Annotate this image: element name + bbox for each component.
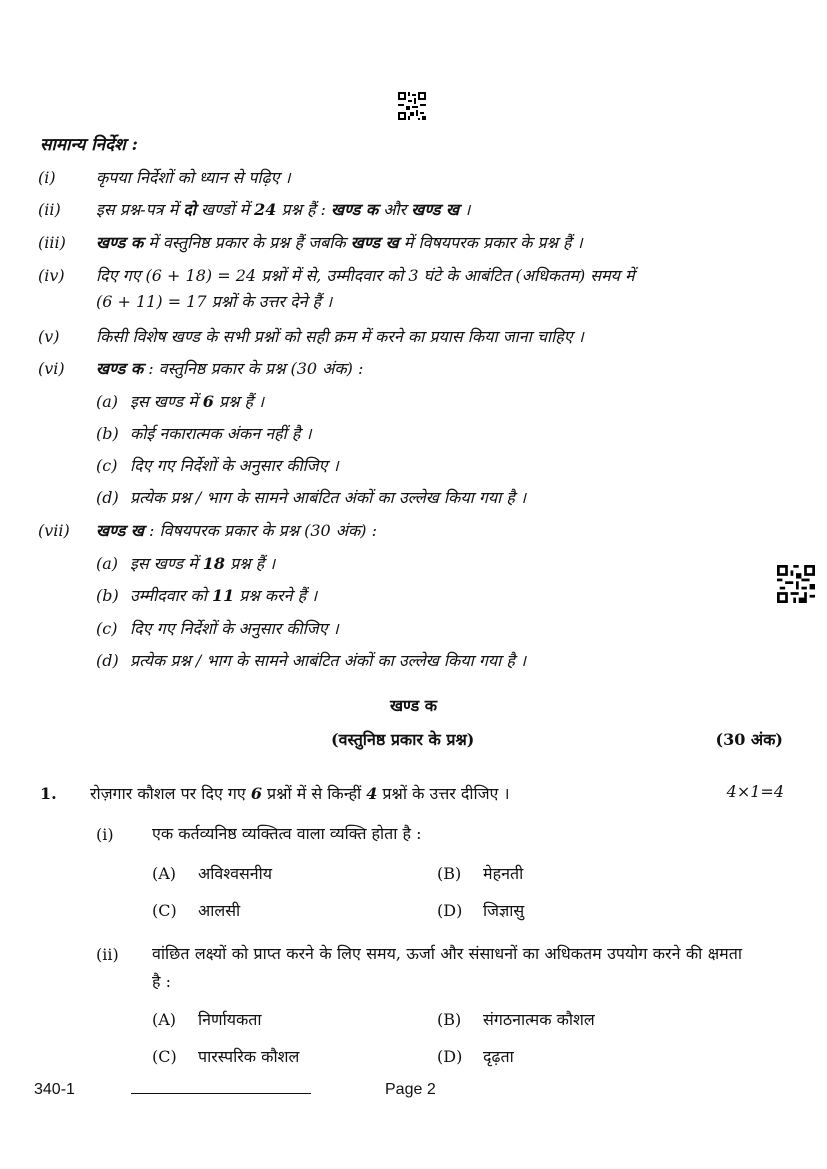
subitem-text [130, 392, 264, 411]
instruction-number: (ii) [38, 200, 61, 219]
instruction-number: (vii) [38, 521, 70, 540]
qr-code-top [398, 92, 426, 120]
option [152, 1045, 299, 1067]
instruction-item [38, 197, 470, 223]
text-run: में वस्तुनिष्ठ प्रकार के प्रश्न हैं जबकि [143, 233, 351, 252]
text-run: इस प्रश्न-पत्र में [96, 200, 184, 219]
instruction-text [96, 356, 363, 382]
text-run: में विषयपरक प्रकार के प्रश्न हैं । [398, 233, 583, 252]
text-run: खण्ड क [96, 359, 144, 378]
option-label: (D) [437, 901, 463, 920]
text-run: रोज़गार कौशल पर दिए गए [90, 784, 251, 803]
text-run: दिए गए निर्देशों के अनुसार कीजिए । [130, 456, 339, 475]
instruction-item [38, 356, 363, 382]
option [152, 862, 272, 884]
section-subtitle: (वस्तुनिष्ठ प्रकार के प्रश्न) [331, 730, 475, 749]
instruction-text [96, 263, 635, 289]
option-label: (A) [152, 1010, 177, 1029]
text-run: दो [183, 200, 196, 219]
option-label: (B) [437, 864, 462, 883]
text-run: 4 [366, 784, 378, 803]
option [437, 1045, 514, 1067]
subitem-text [130, 651, 526, 670]
text-run: 6 [250, 784, 262, 803]
subquestion-text: वांछित लक्ष्यों को प्राप्त करने के लिए समय, ऊर्जा और संसाधनों का अधिकतम उपयोग करने की क्षमता है : [152, 944, 742, 991]
subitem-text [130, 456, 339, 475]
option-text: संगठनात्मक कौशल [483, 1010, 595, 1029]
option [152, 899, 240, 921]
subitem-text [130, 424, 312, 443]
text-run: 6 [202, 392, 214, 411]
option-text: दृढ़ता [483, 1047, 514, 1066]
paper-code: 340-1 [34, 1081, 75, 1098]
option-text: जिज्ञासु [483, 901, 525, 920]
instruction-subitem [96, 583, 317, 609]
instruction-number: (i) [38, 168, 56, 187]
section-title: खण्ड क [389, 696, 438, 715]
subquestion-number: (i) [96, 825, 114, 844]
subitem-number: (a) [96, 554, 119, 573]
instruction-subitem [96, 616, 339, 642]
text-run: खण्ड ख [96, 521, 144, 540]
text-run: खण्ड ख [350, 233, 399, 252]
option-label: (B) [437, 1010, 462, 1029]
section-marks: (30 अंक) [715, 730, 783, 749]
text-run: । [459, 200, 471, 219]
instruction-number: (vi) [38, 359, 65, 378]
instruction-subitem [96, 389, 264, 415]
instruction-text [96, 230, 583, 256]
instruction-number: (iv) [38, 266, 65, 285]
footer-divider [131, 1093, 311, 1094]
option [437, 862, 523, 884]
text-run: दिए गए निर्देशों के अनुसार कीजिए । [130, 619, 339, 638]
instruction-text [96, 324, 584, 350]
subitem-number: (d) [96, 488, 119, 507]
question-number: 1. [40, 784, 57, 803]
text-run: और [378, 200, 412, 219]
option-label: (C) [152, 901, 177, 920]
text-run: प्रश्न हैं । [225, 554, 276, 573]
instruction-item [38, 165, 291, 191]
instruction-text [96, 165, 291, 191]
text-run: इस खण्ड में [130, 392, 203, 411]
text-run: खण्ड क [96, 233, 144, 252]
option-label: (C) [152, 1047, 177, 1066]
instruction-text [96, 518, 377, 544]
instruction-continuation: (6 + 11) = 17 प्रश्नों के उत्तर देने हैं । [96, 292, 333, 311]
instruction-item [38, 324, 584, 350]
instruction-number: (v) [38, 327, 60, 346]
text-run: खण्ड क [331, 200, 379, 219]
instruction-item [38, 230, 583, 256]
option-text: पारस्परिक कौशल [198, 1047, 300, 1066]
text-run: कोई नकारात्मक अंकन नहीं है । [130, 424, 312, 443]
text-run: दिए गए (6 + 18) = 24 प्रश्नों में से, उम्मीदवार को 3 घंटे के आबंटित (अधिकतम) समय में [96, 266, 635, 285]
subitem-text [130, 488, 526, 507]
option-text: अविश्वसनीय [198, 864, 273, 883]
subitem-number: (a) [96, 392, 119, 411]
text-run: 18 [202, 554, 226, 573]
text-run: खण्डों में [195, 200, 255, 219]
subitem-number: (c) [96, 456, 118, 475]
general-instructions-heading: सामान्य निर्देश : [40, 135, 138, 155]
subitem-number: (b) [96, 424, 119, 443]
text-run: प्रत्येक प्रश्न / भाग के सामने आबंटित अंकों का उल्लेख किया गया है । [130, 651, 527, 670]
instruction-text [96, 197, 470, 223]
instruction-number: (iii) [38, 233, 66, 252]
subitem-text [130, 554, 275, 573]
option-label: (A) [152, 864, 177, 883]
option [437, 899, 524, 921]
option-text: मेहनती [483, 864, 524, 883]
instruction-subitem [96, 551, 275, 577]
text-run: : विषयपरक प्रकार के प्रश्न (30 अंक) : [143, 521, 378, 540]
option [437, 1008, 595, 1030]
text-run: 24 [254, 200, 277, 219]
text-run: प्रत्येक प्रश्न / भाग के सामने आबंटित अंकों का उल्लेख किया गया है । [130, 488, 527, 507]
subitem-number: (d) [96, 651, 119, 670]
text-run: प्रश्नों के उत्तर दीजिए । [377, 784, 510, 803]
instruction-subitem [96, 648, 526, 674]
text-run: प्रश्नों में से किन्हीं [261, 784, 367, 803]
subitem-text [130, 619, 339, 638]
question-text [90, 782, 510, 804]
text-run: : वस्तुनिष्ठ प्रकार के प्रश्न (30 अंक) : [143, 359, 364, 378]
subquestion-text: एक कर्तव्यनिष्ठ व्यक्तित्व वाला व्यक्ति होता है : [152, 824, 422, 843]
text-run: 11 [211, 586, 235, 605]
question-marks: 4×1=4 [726, 782, 784, 801]
text-run: किसी विशेष खण्ड के सभी प्रश्नों को सही क्रम में करने का प्रयास किया जाना चाहिए । [96, 327, 584, 346]
text-run: प्रश्न हैं । [213, 392, 265, 411]
text-run: खण्ड ख [411, 200, 460, 219]
instruction-subitem [96, 453, 339, 479]
instruction-item [38, 518, 377, 544]
instruction-item [38, 263, 635, 289]
page-number: Page 2 [385, 1081, 436, 1098]
text-run: प्रश्न करने हैं । [234, 586, 318, 605]
instruction-subitem [96, 421, 312, 447]
qr-code-side [777, 565, 815, 603]
subquestion-number: (ii) [96, 945, 119, 964]
text-run: उम्मीदवार को [130, 586, 212, 605]
subitem-number: (c) [96, 619, 118, 638]
subitem-text [130, 586, 317, 605]
text-run: प्रश्न हैं : [276, 200, 332, 219]
option [152, 1008, 262, 1030]
option-label: (D) [437, 1047, 463, 1066]
instruction-subitem [96, 485, 526, 511]
subitem-number: (b) [96, 586, 119, 605]
option-text: निर्णायकता [198, 1010, 262, 1029]
text-run: कृपया निर्देशों को ध्यान से पढ़िए । [96, 168, 291, 187]
text-run: इस खण्ड में [130, 554, 203, 573]
option-text: आलसी [198, 901, 241, 920]
